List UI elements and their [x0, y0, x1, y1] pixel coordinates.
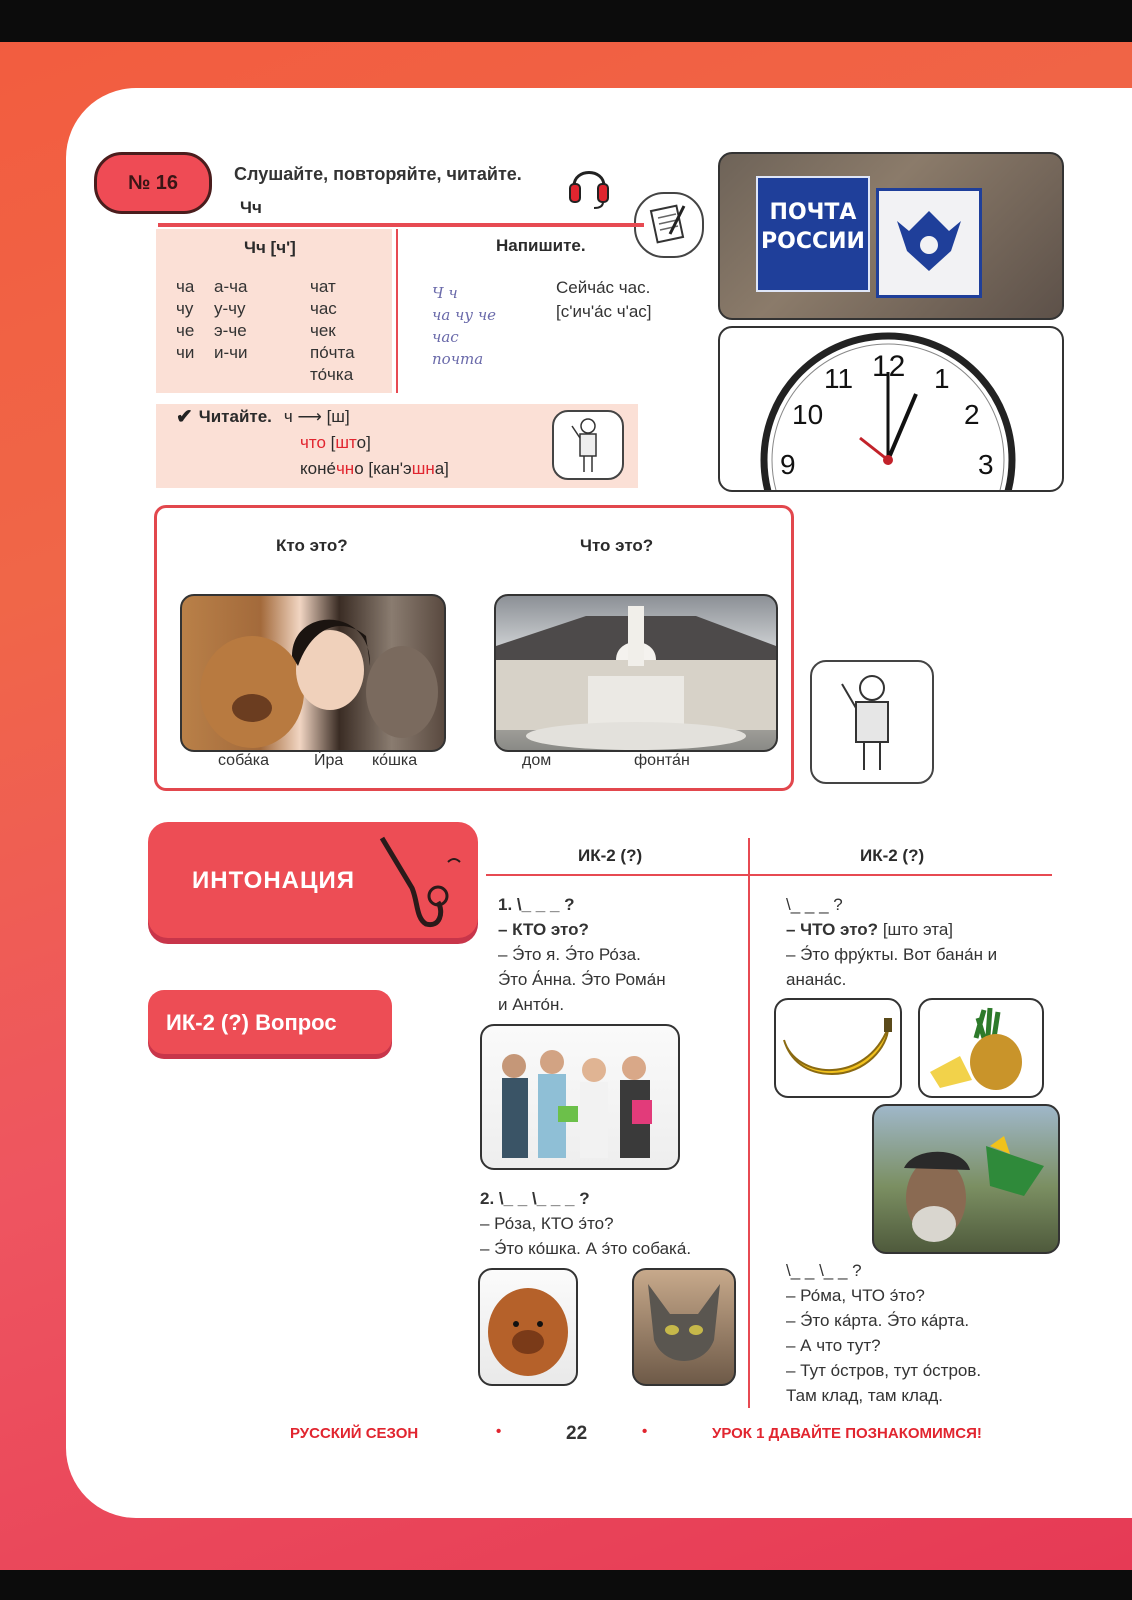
girl-dog-cat-photo	[180, 594, 446, 752]
read-section: ✔ Читайте. ч ⟶ [ш] что [што] коне́чно [кан'эшна]	[176, 404, 449, 482]
footer-bullet: •	[642, 1423, 648, 1440]
syllable-row: че э-че чек	[176, 321, 336, 340]
caption-ira: И́ра	[314, 752, 344, 769]
handwriting-sample: Ч ч ча чу че час почта	[432, 284, 497, 368]
table-divider	[396, 229, 398, 393]
ik2-header-1: ИК-2 (?)	[578, 846, 643, 865]
who-question: Кто это?	[276, 536, 348, 555]
eagle-emblem	[876, 188, 982, 298]
caption-house: дом	[522, 752, 552, 769]
what-question: Что это?	[580, 536, 654, 555]
caption-cat: ко́шка	[372, 752, 418, 769]
house-fountain-photo	[494, 594, 778, 752]
header-rule-2	[750, 874, 1052, 876]
letter-title: Чч	[240, 198, 262, 217]
read-word-1: что [што]	[300, 433, 371, 452]
clock-numeral: 2	[964, 399, 980, 430]
clock-numeral: 10	[792, 399, 824, 430]
exercise-badge: № 16	[94, 152, 212, 214]
letter-header: Чч [ч']	[244, 238, 296, 257]
clock-photo	[718, 326, 1064, 492]
write-header: Напишите.	[496, 236, 586, 255]
example-3: \_ _ _ ? – ЧТО это? [што эта] – Э́то фру́кты. Вот бана́н и анана́с.	[786, 895, 998, 989]
header-rule-1	[486, 874, 748, 876]
sphynx-cat-photo	[632, 1268, 736, 1386]
syllable-row: чи и-чи по́чта	[176, 343, 355, 362]
clock-numeral: 12	[872, 350, 906, 383]
chow-dog-photo	[478, 1268, 578, 1386]
notebook-pen-icon	[634, 192, 704, 258]
scan-bottom-edge	[0, 1570, 1132, 1600]
example-4: \_ _ \_ _ ? – Ро́ма, ЧТО э́то? – Э́то ка́рта. Э́то ка́рта. – А что тут? – Тут о́стров, тут о́стров. Там клад, там клад.	[786, 1261, 982, 1405]
syllable-row: ча а-ча чат	[176, 277, 336, 296]
example-1: 1. \_ _ _ ? – КТО это? – Э́то я. Э́то Ро́за. Э́то А́нна. Э́то Рома́н и Анто́н.	[498, 895, 666, 1014]
pirate-parrot-photo	[872, 1104, 1060, 1254]
intonation-title: ИНТОНАЦИЯ	[192, 867, 356, 894]
saxophone-icon	[372, 832, 464, 935]
clock-numeral: 3	[978, 449, 994, 480]
footer-bullet: •	[496, 1423, 502, 1440]
post-office-photo	[718, 152, 1064, 320]
footer-book-title: РУССКИЙ СЕЗОН	[290, 1425, 419, 1442]
example-2: 2. \_ _ \_ _ _ ? – Ро́за, КТО э́то? – Э́то ко́шка. А э́то собака́.	[480, 1189, 692, 1258]
footer-lesson-title: УРОК 1 ДАВАЙТЕ ПОЗНАКОМИМСЯ!	[712, 1425, 982, 1442]
teacher-icon	[552, 410, 624, 480]
headphones-icon	[566, 158, 612, 215]
caption-fountain: фонта́н	[634, 752, 690, 769]
example-sentence: Сейча́с час. [с'ич'а́с ч'ас]	[556, 278, 652, 321]
syllable-row: то́чка	[310, 365, 354, 384]
banana-photo	[774, 998, 902, 1098]
syllable-row: чу у-чу час	[176, 299, 337, 318]
teacher-icon-large	[810, 660, 934, 784]
column-separator	[748, 838, 750, 1408]
pineapple-photo	[918, 998, 1044, 1098]
clock-numeral: 1	[934, 363, 950, 394]
clock-numeral: 11	[824, 363, 854, 394]
scan-top-edge	[0, 0, 1132, 42]
table-top-rule	[158, 223, 644, 227]
clock-numeral: 9	[780, 449, 796, 480]
checkmark-icon: ✔	[176, 406, 193, 428]
page-number: 22	[566, 1423, 588, 1444]
exercise-instruction: Слушайте, повторяйте, читайте.	[234, 164, 522, 184]
ik2-header-2: ИК-2 (?)	[860, 846, 925, 865]
post-sign: ПОЧТА РОССИИ	[756, 176, 870, 292]
syllable-list	[176, 276, 376, 386]
read-word-2: коне́чно [кан'эшна]	[300, 459, 449, 478]
students-photo	[480, 1024, 680, 1170]
caption-dog: соба́ка	[218, 752, 270, 769]
question-intonation-title: ИК-2 (?) Вопрос	[166, 1010, 337, 1035]
